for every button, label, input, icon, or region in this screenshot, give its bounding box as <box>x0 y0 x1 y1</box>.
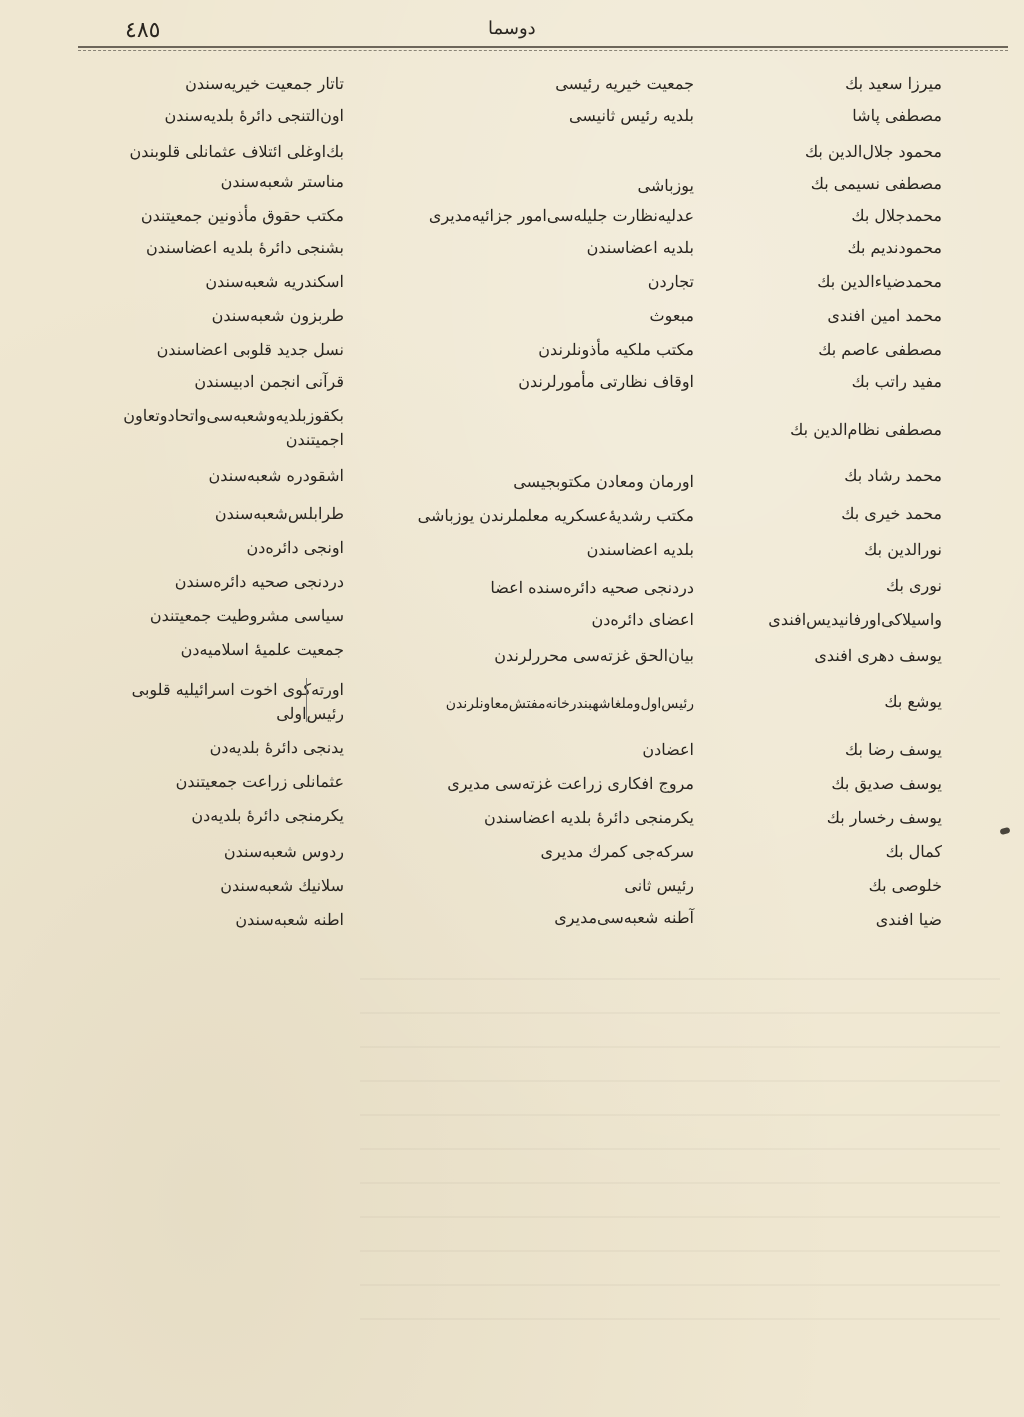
member-name: خلوصی بك <box>868 876 942 895</box>
running-title: دوسما <box>488 18 536 39</box>
member-name: یوسف صدیق بك <box>831 774 942 793</box>
member-role: رئیس ثانی <box>624 876 694 895</box>
member-name: واسیلاکی‌اورفانیدیس‌افندی <box>768 610 942 629</box>
member-name: محمد خیری بك <box>841 504 942 523</box>
member-role: اعضای دائره‌دن <box>591 610 694 629</box>
member-role: مکتب رشدیهٔ‌عسکریه معلملرندن یوزباشی <box>417 506 694 525</box>
member-organization: اورته‌کوی اخوت اسرائیلیه قلوبی رئیس‌اولی <box>131 680 344 723</box>
member-organization: اطنه شعبه‌سندن <box>235 910 344 929</box>
member-role: سرکه‌جی کمرك مدیری <box>540 842 694 861</box>
member-organization: نسل جدید قلوبی اعضاسندن <box>156 340 344 359</box>
member-organization: قرآنی انجمن ادبیسندن <box>194 372 344 391</box>
member-organization: دردنجی صحیه دائره‌سندن <box>174 572 344 591</box>
member-role: اوقاف نظارتی مأمورلرندن <box>518 372 694 391</box>
member-name: یوسف رضا بك <box>845 740 942 759</box>
member-role: مبعوث <box>649 306 694 325</box>
member-organization: جمعیت علمیهٔ اسلامیه‌دن <box>180 640 344 659</box>
member-name: مصطفی نظام‌الدین بك <box>790 420 942 439</box>
member-role: بلدیه اعضاسندن <box>586 238 694 257</box>
member-role: آطنه شعبه‌سی‌مدیری <box>554 908 694 927</box>
member-organization: بکقوزبلدیه‌وشعبه‌سی‌واتحادوتعاون اجمیتندن <box>123 406 344 449</box>
member-name: ضیا افندی <box>875 910 942 929</box>
member-name: محمود جلال‌الدین بك <box>804 142 942 161</box>
member-role: عدلیه‌نظارت جلیله‌سی‌امور جزائیه‌مدیری <box>428 206 694 225</box>
member-role: اورمان ومعادن مکتوبجیسی <box>513 472 694 491</box>
page-number: ٤٨٥ <box>125 18 161 43</box>
member-name: مصطفی نسیمی بك <box>810 174 942 193</box>
member-name: مصطفی عاصم بك <box>818 340 942 359</box>
member-organization: سلانیك شعبه‌سندن <box>220 876 344 895</box>
member-role: مکتب ملکیه مأذونلرندن <box>538 340 694 359</box>
member-name: کمال بك <box>885 842 942 861</box>
member-role: جمعیت خیریه رئیسی <box>555 74 694 93</box>
member-role: مروج افکاری زراعت غزته‌سی مدیری <box>447 774 694 793</box>
member-organization: تاتار جمعیت خیریه‌سندن <box>185 74 344 93</box>
member-organization: سیاسی مشروطیت جمعیتندن <box>149 606 344 625</box>
member-role: بلدیه اعضاسندن <box>586 540 694 559</box>
member-organization: طرابلس‌شعبه‌سندن <box>214 504 344 523</box>
member-name: محمدجلال بك <box>851 206 942 225</box>
member-organization: ردوس شعبه‌سندن <box>223 842 344 861</box>
member-name: یوشع بك <box>884 692 942 711</box>
member-name: نورالدین بك <box>864 540 942 559</box>
bracket-mark <box>306 678 311 722</box>
member-name: نوری بك <box>886 576 942 595</box>
member-organization: اون‌التنجی دائرهٔ بلدیه‌سندن <box>164 106 344 125</box>
member-organization: مناستر شعبه‌سندن <box>220 172 344 191</box>
member-role: رئیس‌اول‌وملغاشهبندرخانه‌مفتش‌معاونلرندن <box>445 696 694 712</box>
member-organization: اسکندریه شعبه‌سندن <box>205 272 344 291</box>
member-name: مصطفی پاشا <box>852 106 942 125</box>
bleed-through-texture <box>360 960 1000 1320</box>
member-role: یوزباشی <box>637 176 694 195</box>
member-name: محمد رشاد بك <box>844 466 942 485</box>
member-name: محمودندیم بك <box>847 238 942 257</box>
margin-mark <box>999 827 1010 835</box>
member-organization: مکتب حقوق مأذونین جمعیتندن <box>140 206 344 225</box>
header-rule <box>78 46 1008 48</box>
member-organization: یکرمنجی دائرهٔ بلدیه‌دن <box>191 806 344 825</box>
member-role: تجاردن <box>647 272 694 291</box>
member-organization: طربزون شعبه‌سندن <box>211 306 344 325</box>
member-organization: بشنجی دائرهٔ بلدیه اعضاسندن <box>145 238 344 257</box>
member-name: یوسف رخسار بك <box>826 808 942 827</box>
member-name: یوسف دهری افندی <box>814 646 942 665</box>
member-organization: عثمانلی زراعت جمعیتندن <box>175 772 344 791</box>
member-organization: اونجی دائره‌دن <box>246 538 344 557</box>
member-organization: بك‌اوغلی ائتلاف عثمانلی قلوبندن <box>129 142 344 161</box>
member-organization: یدنجی دائرهٔ بلدیه‌دن <box>209 738 344 757</box>
member-role: دردنجی صحیه دائره‌سنده اعضا <box>490 578 694 597</box>
header-rule-dashed <box>78 50 1008 51</box>
member-name: محمدضیاءالدین بك <box>817 272 942 291</box>
member-name: میرزا سعید بك <box>845 74 942 93</box>
member-role: بیان‌الحق غزته‌سی محررلرندن <box>494 646 694 665</box>
member-role: اعضادن <box>642 740 694 759</box>
member-name: محمد امین افندی <box>827 306 942 325</box>
member-role: یکرمنجی دائرهٔ بلدیه اعضاسندن <box>484 808 694 827</box>
member-organization: اشقودره شعبه‌سندن <box>208 466 344 485</box>
member-role: بلدیه رئیس ثانیسی <box>569 106 694 125</box>
member-name: مفید راتب بك <box>851 372 942 391</box>
